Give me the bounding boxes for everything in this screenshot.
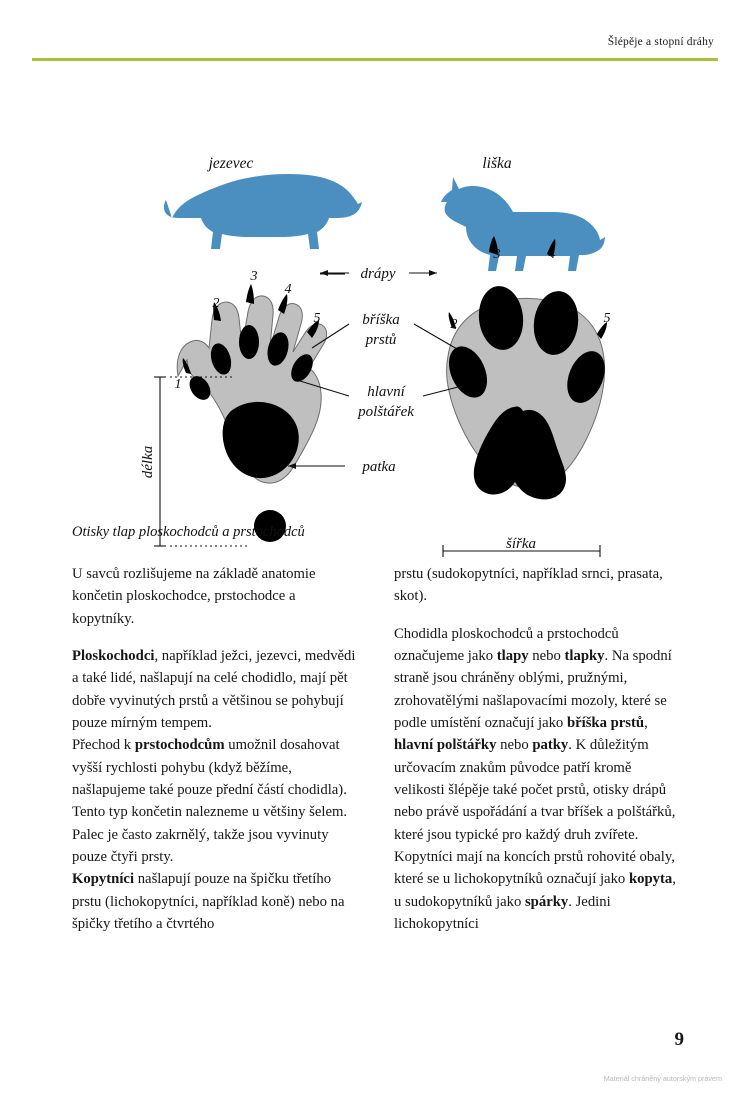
text-run: . K důležitým určovacím znakům původce patří kromě velikosti šlépěje také počet prstů, otisky drápů nebo právě uspořádání a tvar bříšek a polštářků, které jsou typické pro každý druh zvířete. <box>394 737 676 843</box>
badger-digit-3: 3 <box>250 269 258 284</box>
text-run: Kopytníci mají na koncích prstů rohovité obaly, které se u lichokopytníků označují jako <box>394 849 675 888</box>
label-length: délka <box>140 445 156 479</box>
label-width: šířka <box>506 536 536 552</box>
emphasis-term: spárky <box>524 893 569 910</box>
page-title: Šlépěje a stopní dráhy <box>607 36 714 48</box>
left-column <box>72 563 360 993</box>
text-run: našlapují pouze na špičku třetího prstu (lichokopytníci, například koně) nebo na špičky třetího a čtvrtého <box>72 871 345 933</box>
fox-digit-5: 5 <box>603 311 611 326</box>
text-run: . Na spodní straně jsou chráněny oblými, pružnými, zrohovatělými našlapovacími mozoly, které se podle umístění označují jako <box>394 648 672 732</box>
paragraph <box>72 868 360 935</box>
label-main-pad-1: hlavní <box>367 384 405 400</box>
fox-digit-3: 3 <box>493 247 501 262</box>
text-run: . Jedini lichokopytníci <box>394 893 611 933</box>
label-toe-pads-2: prstů <box>365 332 397 348</box>
badger-silhouette <box>164 174 362 249</box>
fox-paw-print <box>441 236 611 557</box>
figure-caption: Otisky tlap ploskochodců a prstochodců <box>72 524 305 540</box>
text-run: U savců rozlišujeme na základě anatomie končetin ploskochodce, prstochodce a kopytníky. <box>72 566 316 627</box>
badger-claw-3 <box>246 284 254 304</box>
header-divider <box>32 58 718 61</box>
label-fox: liška <box>482 155 512 172</box>
text-run: Přechod k <box>72 737 135 754</box>
label-main-pad-2: polštářek <box>358 404 414 420</box>
badger-paw-print <box>140 284 327 546</box>
emphasis-term: patky <box>532 737 569 754</box>
paragraph <box>72 645 360 734</box>
text-run: , například ježci, jezevci, medvědi a také lidé, našlapují na celé chodidlo, mají pět dobře vyvinutých prstů a většinou se pohybují pouze mírným tempem. <box>72 648 356 732</box>
text-run: prstu (sudokopytníci, například srnci, prasata, skot). <box>394 566 663 605</box>
page-header <box>0 0 750 62</box>
emphasis-term: bříška prstů <box>566 715 645 732</box>
paragraph <box>394 846 682 935</box>
right-column <box>394 563 682 993</box>
body-columns <box>72 563 682 993</box>
paragraph <box>394 563 682 608</box>
copyright-notice: Materiál chráněný autorským právem <box>603 1074 722 1083</box>
emphasis-term: kopyta <box>628 871 673 888</box>
badger-digit-4: 4 <box>284 282 292 297</box>
page-number: 9 <box>674 1029 684 1050</box>
text-run: nebo <box>496 737 533 754</box>
callout-leader-lines <box>288 273 462 466</box>
label-badger: jezevec <box>208 155 254 172</box>
emphasis-term: Ploskochodci <box>72 648 155 665</box>
badger-digit-1: 1 <box>174 377 182 392</box>
badger-digit-2: 2 <box>212 296 220 311</box>
fox-digit-2: 2 <box>450 317 458 332</box>
label-claws: drápy <box>360 266 396 282</box>
text-run: umožnil dosahovat vyšší rychlosti pohybu (když běžíme, našlapujeme také pouze přední částí chodidla). Tento typ končetin nalezneme u většiny šelem. Palec je často zakrnělý, takže jsou vyvinuty pouze čtyři prsty. <box>72 737 348 866</box>
badger-toe-pad-3 <box>239 325 259 359</box>
emphasis-term: hlavní polštářky <box>394 737 497 754</box>
emphasis-term: tlapy <box>496 648 529 665</box>
badger-digit-5: 5 <box>313 311 321 326</box>
emphasis-term: tlapky <box>564 648 605 665</box>
label-toe-pads-1: bříška <box>362 312 400 328</box>
text-run: , u sudokopytníků jako <box>394 871 676 910</box>
fox-silhouette <box>441 177 605 271</box>
emphasis-term: prstochodcům <box>134 737 225 754</box>
fox-digit-4: 4 <box>548 247 556 262</box>
text-run: Chodidla ploskochodců a prstochodců označujeme jako <box>394 625 619 665</box>
paragraph <box>72 563 360 630</box>
paragraph <box>72 734 360 868</box>
text-run: , <box>644 715 648 732</box>
text-run: nebo <box>528 648 565 665</box>
paragraph <box>394 623 682 846</box>
label-heel: patka <box>362 459 396 475</box>
emphasis-term: Kopytníci <box>72 871 135 888</box>
